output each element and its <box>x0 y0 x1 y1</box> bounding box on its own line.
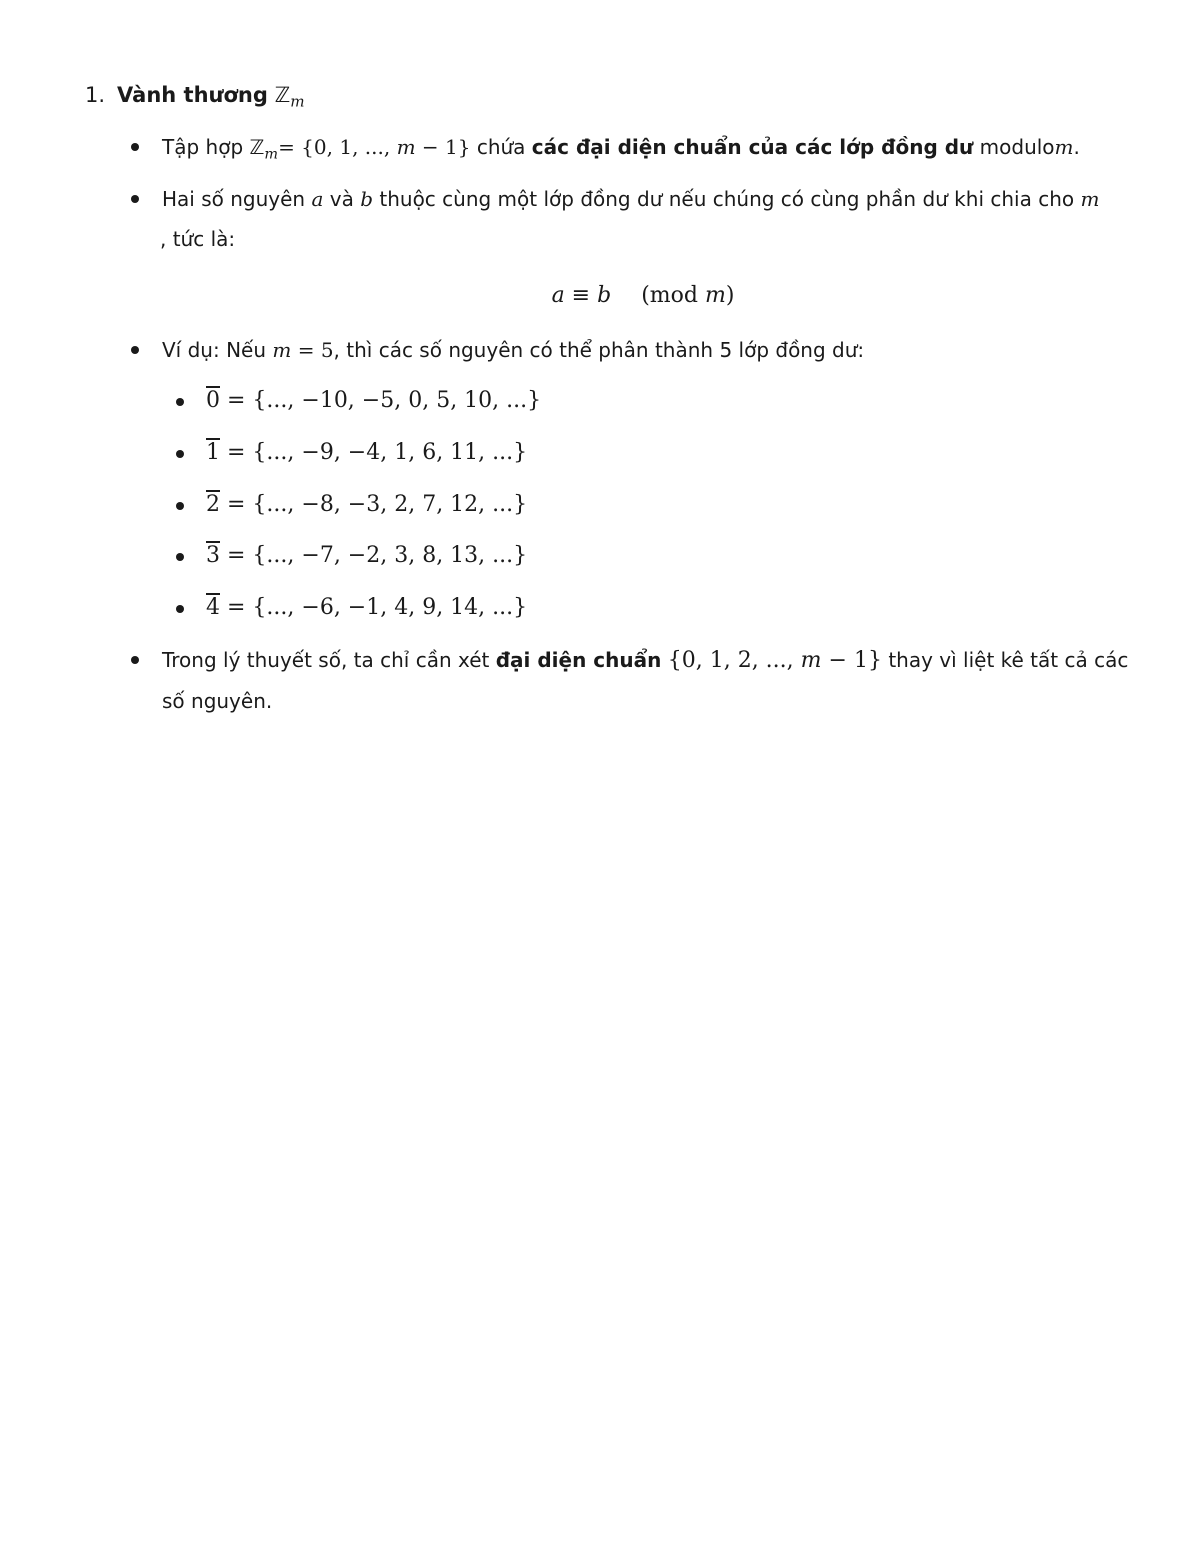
residue-class-0: 0 = {..., −10, −5, 0, 5, 10, ...} <box>206 388 542 413</box>
heading-title: Vành thương <box>117 83 268 107</box>
sub-bullet-dot <box>176 605 184 613</box>
residue-class-4: 4 = {..., −6, −1, 4, 9, 14, ...} <box>206 595 528 620</box>
section-heading <box>85 80 305 117</box>
sub-bullet-dot <box>176 398 184 406</box>
residue-class-3: 3 = {..., −7, −2, 3, 8, 13, ...} <box>206 543 528 568</box>
heading-number: 1. <box>85 83 106 107</box>
bullet-dot <box>131 346 139 354</box>
bullet-dot <box>131 656 139 664</box>
congruence-formula: a ≡ b (mod m) <box>551 283 735 308</box>
bullet-conclusion-line2: số nguyên. <box>162 689 273 713</box>
residue-class-2: 2 = {..., −8, −3, 2, 7, 12, ...} <box>206 492 528 517</box>
heading-math: ℤ$_m$ <box>274 83 305 111</box>
bullet-congruence-line2: , tức là: <box>160 227 236 251</box>
set-zm-math: ℤ$_m$= {0, 1, ..., m − 1} <box>249 135 471 163</box>
bullet-dot <box>131 195 139 203</box>
bold-phrase: các đại diện chuẩn của các lớp đồng dư <box>531 135 974 159</box>
bullet-conclusion-line1: Trong lý thuyết số, ta chỉ cần xét đại diện chuẩn {0, 1, 2, ..., m − 1} thay vì liệt kê tất cả các <box>162 648 1129 673</box>
bullet-set-definition: Tập hợp ℤ$_m$= {0, 1, ..., m − 1} chứa các đại diện chuẩn của các lớp đồng dư modulom. <box>162 135 1080 163</box>
bullet-example: Ví dụ: Nếu m = 5, thì các số nguyên có thể phân thành 5 lớp đồng dư: <box>162 338 865 362</box>
residue-class-1: 1 = {..., −9, −4, 1, 6, 11, ...} <box>206 440 528 465</box>
sub-bullet-dot <box>176 502 184 510</box>
sub-bullet-dot <box>176 553 184 561</box>
sub-bullet-dot <box>176 450 184 458</box>
bullet-dot <box>131 143 139 151</box>
bullet-congruence-line1: Hai số nguyên a và b thuộc cùng một lớp đồng dư nếu chúng có cùng phần dư khi chia cho m <box>162 187 1100 211</box>
